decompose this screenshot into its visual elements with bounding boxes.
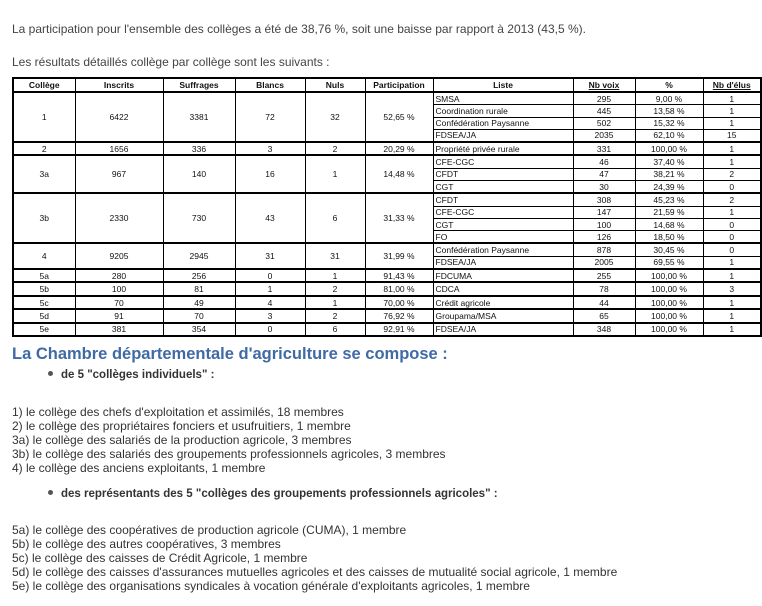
cell-pct: 100,00 % (635, 282, 703, 295)
list-item: 5e) le collège des organisations syndicales à vocation générale d'exploitants agricoles, 1 membre (12, 579, 530, 593)
table-row (13, 243, 761, 256)
individual-colleges-list (12, 405, 446, 475)
column-header: Inscrits (75, 78, 163, 92)
bullet-individual-label: de 5 "collèges individuels" : (61, 369, 215, 381)
table-row (13, 155, 761, 168)
cell-voix: 2035 (573, 129, 635, 142)
cell-inscrits: 967 (75, 155, 163, 193)
cell-blancs: 3 (235, 142, 305, 155)
chamber-heading: La Chambre départementale d'agriculture se compose : (12, 345, 448, 363)
table-row (13, 309, 761, 322)
cell-participation: 76,92 % (365, 309, 433, 322)
cell-participation: 70,00 % (365, 296, 433, 309)
cell-participation: 31,99 % (365, 243, 433, 269)
cell-nuls: 2 (305, 142, 365, 155)
column-header: Blancs (235, 78, 305, 92)
cell-nuls: 32 (305, 92, 365, 142)
cell-liste: CFDT (433, 168, 573, 180)
cell-elus: 0 (703, 231, 761, 244)
column-header: Nb d'élus (703, 78, 761, 92)
cell-nuls: 1 (305, 296, 365, 309)
cell-elus: 2 (703, 193, 761, 206)
cell-pct: 38,21 % (635, 168, 703, 180)
cell-inscrits: 2330 (75, 193, 163, 243)
cell-participation: 52,65 % (365, 92, 433, 142)
cell-suffrages: 140 (163, 155, 235, 193)
table-row (13, 92, 761, 105)
cell-liste: FDSEA/JA (433, 323, 573, 336)
cell-nuls: 6 (305, 323, 365, 336)
cell-elus: 1 (703, 296, 761, 309)
cell-elus: 1 (703, 309, 761, 322)
professional-groups-list (12, 523, 617, 593)
cell-blancs: 43 (235, 193, 305, 243)
cell-college: 5c (13, 296, 75, 309)
cell-blancs: 72 (235, 92, 305, 142)
cell-pct: 69,55 % (635, 256, 703, 269)
cell-inscrits: 1656 (75, 142, 163, 155)
list-item: 5c) le collège des caisses de Crédit Agricole, 1 membre (12, 551, 308, 565)
cell-blancs: 0 (235, 269, 305, 282)
cell-elus: 0 (703, 218, 761, 230)
cell-pct: 24,39 % (635, 181, 703, 194)
table-row (13, 296, 761, 309)
cell-liste: Coordination rurale (433, 105, 573, 117)
cell-college: 5e (13, 323, 75, 336)
cell-pct: 100,00 % (635, 296, 703, 309)
cell-liste: FO (433, 231, 573, 244)
cell-elus: 0 (703, 181, 761, 194)
cell-suffrages: 256 (163, 269, 235, 282)
cell-nuls: 6 (305, 193, 365, 243)
cell-college: 2 (13, 142, 75, 155)
bullet-dot-icon (48, 371, 53, 376)
cell-elus: 1 (703, 256, 761, 269)
cell-inscrits: 381 (75, 323, 163, 336)
cell-blancs: 31 (235, 243, 305, 269)
table-row (13, 282, 761, 295)
cell-suffrages: 336 (163, 142, 235, 155)
cell-elus: 1 (703, 155, 761, 168)
bullet-professional-groups (48, 488, 498, 500)
cell-elus: 15 (703, 129, 761, 142)
cell-inscrits: 100 (75, 282, 163, 295)
cell-suffrages: 81 (163, 282, 235, 295)
cell-voix: 502 (573, 117, 635, 129)
cell-pct: 21,59 % (635, 206, 703, 218)
cell-participation: 91,43 % (365, 269, 433, 282)
column-header: Participation (365, 78, 433, 92)
cell-pct: 100,00 % (635, 269, 703, 282)
cell-inscrits: 9205 (75, 243, 163, 269)
table-row (13, 323, 761, 336)
cell-liste: FDSEA/JA (433, 256, 573, 269)
results-table-wrapper (12, 77, 751, 337)
cell-voix: 44 (573, 296, 635, 309)
cell-suffrages: 3381 (163, 92, 235, 142)
cell-blancs: 0 (235, 323, 305, 336)
cell-liste: Confédération Paysanne (433, 117, 573, 129)
cell-college: 5a (13, 269, 75, 282)
cell-blancs: 3 (235, 309, 305, 322)
cell-elus: 1 (703, 105, 761, 117)
results-table (12, 77, 762, 337)
cell-pct: 18,50 % (635, 231, 703, 244)
list-item: 3b) le collège des salariés des groupements professionnels agricoles, 3 membres (12, 447, 446, 461)
cell-voix: 331 (573, 142, 635, 155)
cell-pct: 30,45 % (635, 243, 703, 256)
table-row (13, 193, 761, 206)
cell-blancs: 4 (235, 296, 305, 309)
cell-liste: Confédération Paysanne (433, 243, 573, 256)
cell-pct: 100,00 % (635, 323, 703, 336)
table-row (13, 142, 761, 155)
cell-voix: 100 (573, 218, 635, 230)
participation-summary: La participation pour l'ensemble des collèges a été de 38,76 %, soit une baisse par rapport à 2013 (43,5 %). (12, 22, 586, 36)
cell-voix: 47 (573, 168, 635, 180)
cell-college: 3b (13, 193, 75, 243)
cell-college: 1 (13, 92, 75, 142)
column-header: Nb voix (573, 78, 635, 92)
column-header: Liste (433, 78, 573, 92)
cell-pct: 37,40 % (635, 155, 703, 168)
cell-suffrages: 70 (163, 309, 235, 322)
list-item: 3a) le collège des salariés de la production agricole, 3 membres (12, 433, 352, 447)
cell-liste: CDCA (433, 282, 573, 295)
cell-nuls: 2 (305, 282, 365, 295)
cell-pct: 15,32 % (635, 117, 703, 129)
cell-voix: 46 (573, 155, 635, 168)
cell-pct: 100,00 % (635, 142, 703, 155)
cell-college: 4 (13, 243, 75, 269)
cell-voix: 65 (573, 309, 635, 322)
bullet-groups-label: des représentants des 5 "collèges des groupements professionnels agricoles" : (61, 488, 498, 500)
cell-inscrits: 91 (75, 309, 163, 322)
cell-voix: 2005 (573, 256, 635, 269)
column-header: Collège (13, 78, 75, 92)
cell-liste: Propriété privée rurale (433, 142, 573, 155)
cell-voix: 878 (573, 243, 635, 256)
cell-liste: FDCUMA (433, 269, 573, 282)
column-header: Nuls (305, 78, 365, 92)
cell-elus: 2 (703, 168, 761, 180)
cell-liste: Crédit agricole (433, 296, 573, 309)
cell-voix: 445 (573, 105, 635, 117)
bullet-dot-icon (48, 490, 53, 495)
cell-suffrages: 49 (163, 296, 235, 309)
table-row (13, 269, 761, 282)
cell-elus: 1 (703, 117, 761, 129)
cell-suffrages: 2945 (163, 243, 235, 269)
cell-elus: 1 (703, 206, 761, 218)
cell-voix: 255 (573, 269, 635, 282)
cell-pct: 14,68 % (635, 218, 703, 230)
cell-participation: 81,00 % (365, 282, 433, 295)
cell-liste: SMSA (433, 92, 573, 105)
cell-inscrits: 280 (75, 269, 163, 282)
cell-voix: 308 (573, 193, 635, 206)
cell-liste: CFDT (433, 193, 573, 206)
cell-participation: 31,33 % (365, 193, 433, 243)
cell-voix: 30 (573, 181, 635, 194)
cell-voix: 348 (573, 323, 635, 336)
column-header: % (635, 78, 703, 92)
bullet-individual-colleges (48, 369, 214, 381)
cell-pct: 45,23 % (635, 193, 703, 206)
cell-inscrits: 6422 (75, 92, 163, 142)
cell-college: 3a (13, 155, 75, 193)
cell-nuls: 2 (305, 309, 365, 322)
cell-voix: 126 (573, 231, 635, 244)
list-item: 5a) le collège des coopératives de production agricole (CUMA), 1 membre (12, 523, 407, 537)
table-body (13, 92, 761, 336)
cell-elus: 3 (703, 282, 761, 295)
cell-voix: 147 (573, 206, 635, 218)
cell-elus: 1 (703, 142, 761, 155)
cell-voix: 295 (573, 92, 635, 105)
cell-voix: 78 (573, 282, 635, 295)
results-intro: Les résultats détaillés collège par collège sont les suivants : (12, 55, 330, 69)
cell-nuls: 1 (305, 269, 365, 282)
list-item: 1) le collège des chefs d'exploitation et assimilés, 18 membres (12, 405, 344, 419)
list-item: 4) le collège des anciens exploitants, 1 membre (12, 461, 266, 475)
cell-participation: 20,29 % (365, 142, 433, 155)
cell-pct: 9,00 % (635, 92, 703, 105)
table-header-row (13, 78, 761, 92)
cell-liste: FDSEA/JA (433, 129, 573, 142)
cell-college: 5d (13, 309, 75, 322)
cell-inscrits: 70 (75, 296, 163, 309)
cell-nuls: 1 (305, 155, 365, 193)
cell-participation: 92,91 % (365, 323, 433, 336)
cell-college: 5b (13, 282, 75, 295)
list-item: 2) le collège des propriétaires fonciers et usufruitiers, 1 membre (12, 419, 351, 433)
cell-suffrages: 354 (163, 323, 235, 336)
cell-liste: Groupama/MSA (433, 309, 573, 322)
list-item: 5d) le collège des caisses d'assurances mutuelles agricoles et des caisses de mutualité social agricole, 1 membre (12, 565, 618, 579)
list-item: 5b) le collège des autres coopératives, 3 membres (12, 537, 281, 551)
cell-elus: 1 (703, 92, 761, 105)
cell-blancs: 1 (235, 282, 305, 295)
cell-nuls: 31 (305, 243, 365, 269)
cell-pct: 100,00 % (635, 309, 703, 322)
cell-liste: CGT (433, 218, 573, 230)
cell-participation: 14,48 % (365, 155, 433, 193)
cell-elus: 1 (703, 269, 761, 282)
cell-liste: CFE-CGC (433, 155, 573, 168)
cell-elus: 1 (703, 323, 761, 336)
cell-suffrages: 730 (163, 193, 235, 243)
cell-liste: CFE-CGC (433, 206, 573, 218)
cell-pct: 13,58 % (635, 105, 703, 117)
column-header: Suffrages (163, 78, 235, 92)
cell-elus: 0 (703, 243, 761, 256)
cell-liste: CGT (433, 181, 573, 194)
cell-pct: 62,10 % (635, 129, 703, 142)
cell-blancs: 16 (235, 155, 305, 193)
